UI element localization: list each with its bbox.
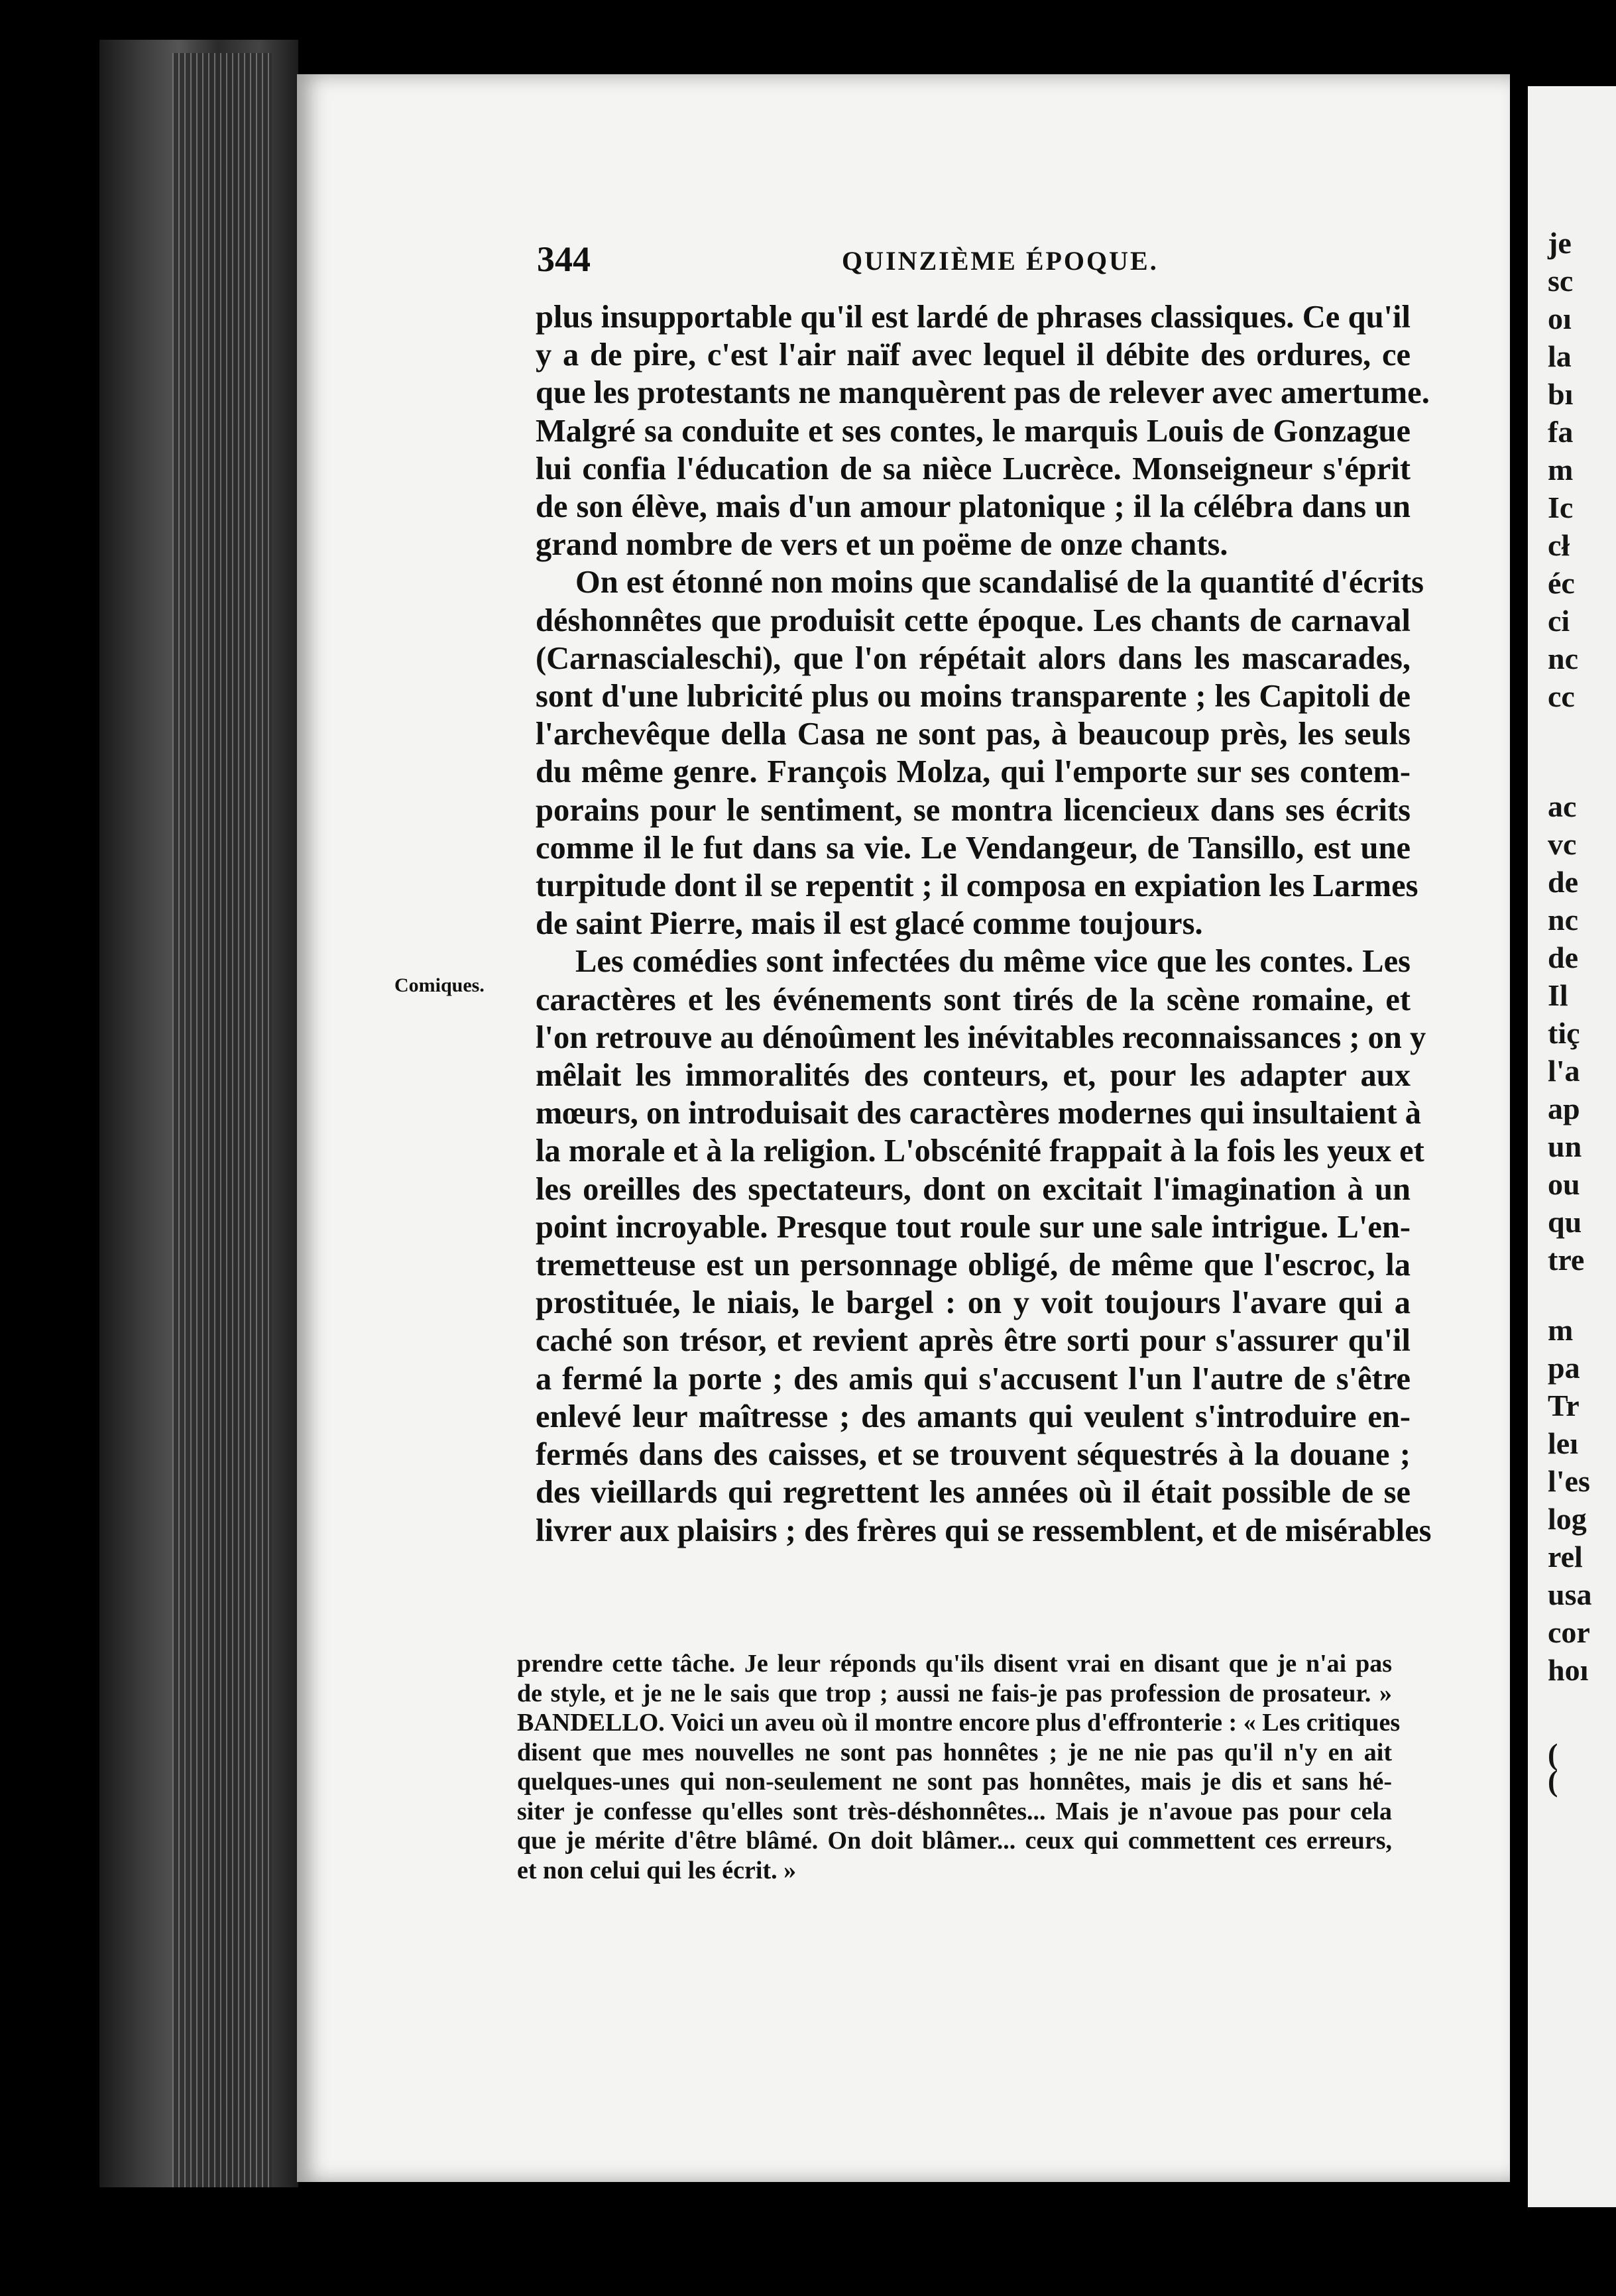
body-line: déshonnêtes que produisit cette époque. Les chants de carnaval [536, 603, 1411, 638]
page-header [537, 239, 1412, 285]
body-line: mêlait les immoralités des conteurs, et, pour les adapter aux [536, 1058, 1411, 1094]
body-line: l'archevêque della Casa ne sont pas, à beaucoup près, les seuls [536, 717, 1411, 752]
right-page-text-fragment: Il [1548, 978, 1568, 1012]
body-line: porains pour le sentiment, se montra licencieux dans ses écrits [536, 792, 1411, 828]
running-head: QUINZIÈME ÉPOQUE. [842, 246, 1159, 276]
right-page-text-fragment: ou [1548, 1167, 1580, 1201]
body-line: a fermé la porte ; des amis qui s'accusent l'un l'autre de s'être [536, 1361, 1411, 1397]
right-page-text-fragment: ( [1548, 1737, 1558, 1771]
right-page-text-fragment: fa [1548, 415, 1574, 449]
right-page-text-fragment: tre [1548, 1243, 1585, 1277]
right-page-text-fragment: qu [1548, 1205, 1582, 1239]
footnote-line: que je mérite d'être blâmé. On doit blâmer... ceux qui commettent ces erreurs, [517, 1827, 1392, 1855]
body-line: Les comédies sont infectées du même vice que les contes. Les [575, 944, 1411, 980]
right-page-text-fragment: rel [1548, 1540, 1583, 1574]
right-page-text-fragment: Tr [1548, 1389, 1580, 1422]
right-page-text-fragment: nc [1548, 903, 1578, 937]
right-page-text-fragment: je [1548, 226, 1572, 260]
body-line: lui confia l'éducation de sa nièce Lucrèce. Monseigneur s'éprit [536, 451, 1411, 487]
right-page-text-fragment: l'es [1548, 1464, 1590, 1498]
body-text [536, 298, 1432, 1550]
body-line: mœurs, on introduisait des caractères modernes qui insultaient à [536, 1096, 1422, 1131]
right-page-text-fragment: m [1548, 1313, 1574, 1347]
body-line: fermés dans des caisses, et se trouvent séquestrés à la douane ; [536, 1437, 1411, 1473]
body-line: grand nombre de vers et un poëme de onze chants. [536, 527, 1228, 563]
footnote-line: et non celui qui les écrit. » [517, 1856, 797, 1884]
body-line: caché son trésor, et revient après être sorti pour s'assurer qu'il [536, 1323, 1411, 1359]
right-page-text-fragment: sc [1548, 264, 1574, 298]
right-page-text-fragment: vc [1548, 827, 1577, 861]
right-page-text-fragment: tiç [1548, 1016, 1580, 1050]
right-page-text-fragment: ci [1548, 604, 1570, 638]
body-line: du même genre. François Molza, qui l'emporte sur ses contem- [536, 754, 1411, 790]
body-line: enlevé leur maîtresse ; des amants qui veulent s'introduire en- [536, 1399, 1411, 1434]
right-page-text-fragment: ( [1548, 1764, 1558, 1798]
footnote-line: disent que mes nouvelles ne sont pas honnêtes ; je ne nie pas qu'il n'y en ait [517, 1738, 1392, 1766]
body-line: (Carnascialeschi), que l'on répétait alors dans les mascarades, [536, 640, 1411, 676]
right-page-text-fragment: leı [1548, 1426, 1578, 1460]
body-line: y a de pire, c'est l'air naïf avec lequel il débite des ordures, ce [536, 337, 1411, 373]
footnote-line: de style, et je ne le sais que trop ; aussi ne fais-je pas profession de prosateur. » [517, 1679, 1392, 1707]
page-edges [172, 53, 272, 2187]
footnote [517, 1649, 1401, 1885]
body-line: On est étonné non moins que scandalisé de la quantité d'écrits [575, 565, 1424, 601]
body-line: plus insupportable qu'il est lardé de phrases classiques. Ce qu'il [536, 300, 1411, 335]
right-page-text-fragment: cor [1548, 1615, 1590, 1649]
footnote-line: quelques-unes qui non-seulement ne sont pas honnêtes, mais je dis et sans hé- [517, 1768, 1392, 1796]
right-page-text-fragment: m [1548, 453, 1574, 487]
right-page-text-fragment: oı [1548, 302, 1572, 335]
body-line: sont d'une lubricité plus ou moins transparente ; les Capitoli de [536, 679, 1411, 715]
right-page-text-fragment: l'a [1548, 1054, 1580, 1088]
right-page-text-fragment: la [1548, 339, 1572, 373]
body-line: caractères et les événements sont tirés de la scène romaine, et [536, 982, 1411, 1017]
body-line: de son élève, mais d'un amour platonique ; il la célébra dans un [536, 489, 1411, 525]
footnote-line: BANDELLO. Voici un aveu où il montre encore plus d'effronterie : « Les critiques [517, 1709, 1401, 1737]
body-line: turpitude dont il se repentit ; il composa en expiation les Larmes [536, 868, 1418, 904]
right-page-text-fragment: ap [1548, 1092, 1580, 1125]
right-page-text-fragment: log [1548, 1502, 1587, 1536]
body-line: livrer aux plaisirs ; des frères qui se ressemblent, et de misérables [536, 1513, 1432, 1548]
page-number: 344 [537, 239, 591, 279]
body-line: Malgré sa conduite et ses contes, le marquis Louis de Gonzague [536, 413, 1411, 449]
body-line: que les protestants ne manquèrent pas de relever avec amertume. [536, 375, 1430, 411]
body-line: la morale et à la religion. L'obscénité frappait à la fois les yeux et [536, 1133, 1424, 1169]
right-page-text-fragment: hoı [1548, 1653, 1589, 1687]
right-page-text-fragment: pa [1548, 1351, 1580, 1385]
footnote-line: siter je confesse qu'elles sont très-déshonnêtes... Mais je n'avoue pas pour cela [517, 1797, 1392, 1825]
body-line: point incroyable. Presque tout roule sur une sale intrigue. L'en- [536, 1209, 1411, 1245]
right-page-text-fragment: cc [1548, 679, 1575, 713]
right-page-fragment [1528, 86, 1616, 2207]
right-page-text-fragment: nc [1548, 642, 1578, 675]
right-page-text-fragment: Ic [1548, 490, 1574, 524]
footnote-line: prendre cette tâche. Je leur réponds qu'ils disent vrai en disant que je n'ai pas [517, 1650, 1392, 1678]
margin-note: Comiques. [394, 974, 485, 996]
body-line: prostituée, le niais, le bargel : on y voit toujours l'avare qui a [536, 1285, 1411, 1321]
right-page-text-fragment: ac [1548, 789, 1577, 823]
right-page-text-fragment: de [1548, 941, 1578, 974]
right-page-text-fragment: cł [1548, 528, 1570, 562]
right-page-text-fragment: éc [1548, 566, 1575, 600]
body-line: les oreilles des spectateurs, dont on excitait l'imagination à un [536, 1171, 1411, 1207]
body-line: tremetteuse est un personnage obligé, de même que l'escroc, la [536, 1247, 1411, 1283]
right-page-text-fragment: un [1548, 1129, 1582, 1163]
right-page-text-fragment: bı [1548, 377, 1574, 411]
body-line: comme il le fut dans sa vie. Le Vendangeur, de Tansillo, est une [536, 830, 1411, 866]
right-page-text-fragment: usa [1548, 1578, 1592, 1611]
body-line: des vieillards qui regrettent les années où il était possible de se [536, 1475, 1411, 1511]
right-page-text-fragment: de [1548, 865, 1578, 899]
body-line: de saint Pierre, mais il est glacé comme toujours. [536, 906, 1203, 942]
body-line: l'on retrouve au dénoûment les inévitables reconnaissances ; on y [536, 1019, 1426, 1055]
